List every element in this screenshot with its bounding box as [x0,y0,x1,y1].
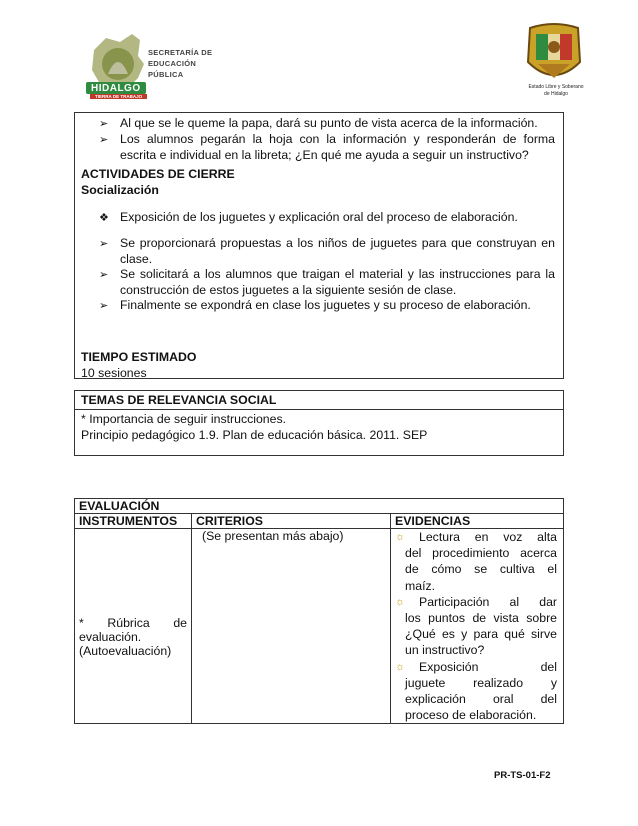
instrumentos-line: (Autoevaluación) [79,644,172,659]
cierre-item: Se proporcionará propuestas a los niños de juguetes para que construyan en [120,236,555,250]
arrow-bullet-icon: ➢ [99,238,109,250]
seal-caption-line: Estado Libre y Soberano [528,84,584,90]
criterios-cell: (Se presentan más abajo) [192,529,391,724]
arrow-bullet-icon: ➢ [99,134,109,146]
evidence-line: Lectura en voz alta [419,530,557,544]
sep-text-block [148,47,212,80]
col-header-criterios: CRITERIOS [192,514,391,529]
activity-line: Los alumnos pegarán la hoja con la información y responderán de forma [120,132,555,146]
col-header-instrumentos: INSTRUMENTOS [75,514,192,529]
sun-icon: ☼ [395,595,406,608]
arrow-bullet-icon: ➢ [99,269,109,281]
seal-caption-line: de Hidalgo [544,91,568,97]
arrow-bullet-icon: ➢ [99,300,109,312]
cierre-item: construcción de estos juguetes a la siguiente sesión de clase. [120,283,457,297]
col-header-evidencias: EVIDENCIAS [391,514,564,529]
evidence-line: maíz. [405,578,436,593]
activities-box [74,112,564,379]
seal-caption [516,84,596,98]
hidalgo-state-seal [522,22,586,84]
hidalgo-tagline: TIERRA DE TRABAJO [90,94,147,99]
evidence-item [395,529,557,594]
temas-box [74,390,564,456]
instrumentos-cell [75,529,192,724]
cierre-item: Finalmente se expondrá en clase los juguetes y su proceso de elaboración. [120,298,531,312]
evidence-line: juguete realizado y [405,675,557,690]
cierre-subtitle: Socialización [81,183,159,197]
diamond-item: Exposición de los juguetes y explicación oral del proceso de elaboración. [120,210,518,224]
evidence-line: Participación al dar [419,594,557,609]
evidence-line: los puntos de vista sobre [405,611,557,626]
temas-line: Principio pedagógico 1.9. Plan de educación básica. 2011. SEP [81,428,428,442]
evidence-item [395,594,557,659]
evidencias-cell [391,529,564,724]
sun-icon: ☼ [395,531,406,543]
evidence-line: explicación oral del [405,692,557,707]
evidence-line: ¿Qué es y para qué sirve [405,627,557,642]
evidence-line: de cómo se cultiva el [405,562,557,577]
arrow-bullet-icon: ➢ [99,118,109,130]
divider [75,409,563,410]
hidalgo-logo-text: HIDALGO [86,82,146,94]
evidence-line: un instructivo? [405,643,485,658]
evidence-line: proceso de elaboración. [405,708,537,723]
instrumentos-line: evaluación. [79,630,142,645]
temas-line: * Importancia de seguir instrucciones. [81,412,287,426]
evidence-item [395,659,557,724]
instrumentos-line: * Rúbrica de [79,616,187,631]
sep-line: EDUCACIÓN [148,59,197,68]
evaluacion-table [74,498,564,724]
tiempo-title: TIEMPO ESTIMADO [81,350,197,364]
activity-line: escrita e individual en la libreta; ¿En qué me ayuda a seguir un instructivo? [120,148,529,162]
document-code: PR-TS-01-F2 [494,770,551,781]
cierre-item: clase. [120,252,153,266]
activity-line: Al que se le queme la papa, dará su punto de vista acerca de la información. [120,116,538,130]
diamond-bullet-icon: ❖ [99,212,109,224]
sun-icon: ☼ [395,660,406,673]
evidence-line: del procedimiento acerca [405,546,557,561]
sep-line: PÚBLICA [148,70,184,79]
tiempo-value: 10 sesiones [81,366,147,380]
cierre-title: ACTIVIDADES DE CIERRE [81,167,235,181]
cierre-item: Se solicitará a los alumnos que traigan el material y las instrucciones para la [120,267,555,281]
sep-line: SECRETARÍA DE [148,48,213,57]
temas-title: TEMAS DE RELEVANCIA SOCIAL [81,393,277,407]
evidence-line: Exposición del [419,659,557,674]
evaluacion-title: EVALUACIÓN [75,499,564,514]
